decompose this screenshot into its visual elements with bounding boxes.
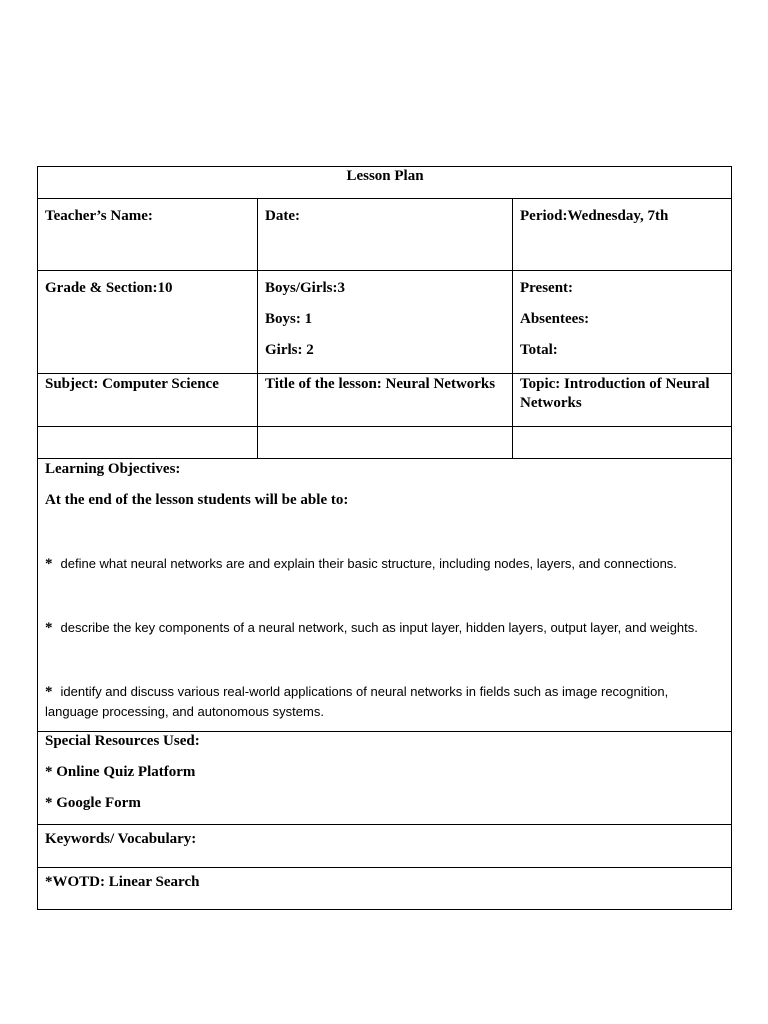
objective-item bbox=[45, 682, 725, 721]
lesson-title: Title of the lesson: Neural Networks bbox=[265, 376, 496, 392]
topic-cell bbox=[513, 374, 732, 427]
period-value: Wednesday, 7th bbox=[567, 208, 669, 224]
special-resources-heading: Special Resources Used: bbox=[45, 733, 200, 749]
bullet-star: * bbox=[45, 684, 53, 700]
total-label: Total: bbox=[520, 342, 558, 358]
resource-item: * Google Form bbox=[45, 795, 141, 811]
bullet-star: * bbox=[45, 620, 53, 636]
objective-text: identify and discuss various real-world applications of neural networks in fields such as image recognition, language processing, and autonomous systems. bbox=[45, 684, 669, 719]
absentees-label: Absentees: bbox=[520, 311, 590, 327]
boys-count: Boys: 1 bbox=[265, 311, 313, 327]
boys-girls-count: Boys/Girls:3 bbox=[265, 280, 346, 296]
attendance-cell bbox=[513, 271, 732, 374]
objective-text: define what neural networks are and explain their basic structure, including nodes, layers, and connections. bbox=[60, 556, 677, 571]
lesson-plan-title: Lesson Plan bbox=[346, 168, 424, 184]
learning-objectives-heading: Learning Objectives: bbox=[45, 461, 181, 477]
objective-text: describe the key components of a neural network, such as input layer, hidden layers, output layer, and weights. bbox=[60, 620, 698, 635]
present-label: Present: bbox=[520, 280, 574, 296]
teacher-name-label: Teacher’s Name: bbox=[45, 208, 153, 224]
empty-cell-2 bbox=[258, 427, 513, 459]
wotd-cell bbox=[38, 868, 732, 910]
keywords-label: Keywords/ Vocabulary: bbox=[45, 831, 197, 847]
objective-item bbox=[45, 618, 725, 638]
subject-cell bbox=[38, 374, 258, 427]
special-resources-cell bbox=[38, 732, 732, 825]
keywords-cell bbox=[38, 825, 732, 868]
lesson-plan-title-cell bbox=[38, 167, 732, 199]
date-label: Date: bbox=[265, 208, 300, 224]
period-cell bbox=[513, 199, 732, 271]
empty-cell-3 bbox=[513, 427, 732, 459]
objective-item bbox=[45, 554, 725, 574]
boys-girls-cell bbox=[258, 271, 513, 374]
girls-count: Girls: 2 bbox=[265, 342, 314, 358]
topic: Topic: Introduction of Neural Networks bbox=[520, 376, 710, 411]
lesson-plan-table bbox=[37, 166, 732, 910]
grade-section: Grade & Section:10 bbox=[45, 280, 173, 296]
bullet-star: * bbox=[45, 556, 53, 572]
teacher-name-cell bbox=[38, 199, 258, 271]
resource-item: * Online Quiz Platform bbox=[45, 764, 196, 780]
empty-cell-1 bbox=[38, 427, 258, 459]
wotd-label: *WOTD: Linear Search bbox=[45, 874, 200, 890]
learning-objectives-intro: At the end of the lesson students will be able to: bbox=[45, 492, 349, 508]
period-label: Period: bbox=[520, 208, 568, 224]
lesson-title-cell bbox=[258, 374, 513, 427]
subject: Subject: Computer Science bbox=[45, 376, 219, 392]
date-cell bbox=[258, 199, 513, 271]
learning-objectives-cell bbox=[38, 459, 732, 732]
grade-section-cell bbox=[38, 271, 258, 374]
